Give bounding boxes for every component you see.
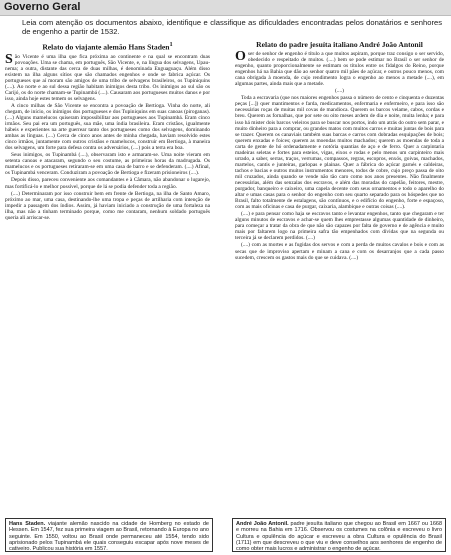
staden-bio-box <box>5 518 213 552</box>
antonil-ellipsis: (....) <box>335 88 344 95</box>
staden-title <box>5 40 210 52</box>
antonil-column <box>235 40 444 510</box>
staden-dropcap: S <box>5 51 13 67</box>
antonil-p1-text: ser de senhor de engenho é título a que muitos aspiram, porque traz consigo o ser servido, obedecido e respeitado de muitos. (....) bem se pode estimar no Brasil o ser senhor de engenho, quanto proporcionalmente se estimam os títulos entre os fidalgos do Reino, porque engenhos há na Bahia que dão ao senhor quatro mil pães de açúcar, e outros pouco menos, com cana obrigada à moenda, de cujo rendimento logra o engenho ao menos a metade (....), em algumas partes, ainda mais que a metade. <box>235 51 444 88</box>
antonil-paragraph-4: (....) com as mortes e as fugidas dos servos e com a perda de muitos cavalos e bois e com as secas que de improviso apertam e minam a cana e com os desarranjos que a cada passo sucedem, crescem os gastos mais do que se cuidava. (....) <box>235 242 444 261</box>
antonil-dropcap: O <box>235 49 246 64</box>
staden-paragraph-5: (....) Determinaram por isso construir bem em frente de Bertioga, na ilha de Santo Amaro, próximo ao mar, uma casa, destinando-lhe uma tropa e peças de artilharia com intenção de impedir a passagem dos índios. Assim, já haviam iniciado a construção de uma fortaleza na ilha, mas não a tinham terminado porque, como me contaram, nenhum soldado português queria ali arriscar-se. <box>5 190 210 221</box>
antonil-paragraph-1 <box>235 51 444 87</box>
antonil-bio-text: padre jesuíta italiano que chegou ao Brasil em 1667 ou 1668 e morreu na Bahia em 1716. Observou os costumes na colônia e escreveu o livro Cultura e opulência do açúcar e escreveu a obra Cultura e opulência do Brasil (1711) em que descreveu o que viu e deve conselhos aos senhores de engenho de como obter mais lucros e administrar o engenho de açúcar. <box>236 521 443 552</box>
staden-paragraph-2: A cinco milhas de São Vicente se encontra a povoação de Bertioga. Vinha do norte, ali chegam, de início, os inimigos dos portugueses e dos Tupiniquins em suas canoas (piroganas). (....) Alguns mamelucos quiseram impossibilitar aos portugueses aos Tupinambá. Eram cinco irmãos. Seu pai era um português, sua mãe, uma índia brasileira. Eram cristãos, igualmente hábeis e experientes na arte guerrear tanto dos portugueses como dos selvagens, dominando ambas as línguas. (....) Cerca de cinco anos antes de minha chegada, haviam resolvido estes cinco irmãos, juntamente com outros cristãos e mamelucos, construir em Bertioga, à maneira dos selvagens, um forte para defesa contra os adversários, (....) pois a terra era boa. <box>5 102 210 152</box>
staden-title-note: 1 <box>169 41 173 48</box>
antonil-bio-name: André João Antonil. <box>236 521 289 527</box>
staden-column <box>5 40 210 510</box>
staden-title-text: Relato do viajante alemão Hans Staden <box>42 42 170 52</box>
staden-paragraph-1 <box>5 51 210 102</box>
page-header <box>0 0 451 16</box>
staden-bio-text: viajante alemão nascido na cidade de Homberg no estado de Hessen. Em 1547, fez sua primeira viagem ao Brasil, retornando à Europa no ano seguinte. Em 1550, voltou ao Brasil onde permaneceu até 1554, tendo sido aprisionado pelos Tupinambá ele quais conseguiu escapar após nove meses de cativeiro. Publicou sua história em 1557. <box>9 521 209 552</box>
antonil-paragraph-2: Toda a escravaria (que nos maiores engenhos passa o número de cento e cinquenta e duzentas peças [...]) quer mantimentos e farda, medicamentos, enfermaria e enfermeiro, e para isso são necessárias roças de muitas mil covas de mandioca. Querem os barcos velame, cabos, cordas e breu. Querem as fornalhas, que por sete ou oito meses ardem de dia e noite, muita lenha; e para isso há mister dois barcos veleiros para se buscar nos portos, indo um atrás do outro sem parar, e muito dinheiro para a comprar, ou grandes matos com muitos carros e muitas juntas de bois para se trazer. Querem os canaviais também suas barcas e carros com dobradas esquipações de bois; querem enxadas e foices; querem as moendas muitos machados; querem as moendas de toda a carta de gente de hó ordenadamente e notória quantias de aço e de ferro. Quer a carpintaria madeiras seletas e fortes para esteios, vigas, eixos e rodas e pelo menos um carpinteiro mais urrado, a saber, serras, traços, verrumas, compassos, regras, escopros, enxós, goivas, machados, martelos, cantis e junteiras, garlopas e plainas. Quer a fábrica do açúcar garnés e caldeiras, tachos e bacias e outros muitos instrumentos menores, todos de cobre, cujo preço passa de oito mil cruzados, ainda quando se vende não tão caro como nos anos presentes. Não finalmente necessárias, além das senzalas dos escravos, e além das moradas do capelão, feitores, mestre, purgador, banqueiro e caixeiro, uma capela decente com seus ornamentos e todo o aparelho do altar e umas casas para o senhor do engenho com seu quarto separado para os hóspedes que no Brasil, falto totalmente de estalagens, são contínuos, e o edifício do engenho, forte e espaçoso, com as mais oficinas e casa de purgar, caixaria, alambique e outras coisas (....). <box>235 95 444 211</box>
staden-paragraph-3: Seus inimigos, os Tupinambá (....), observaram isto e armaram-se. Uma noite vieram em setenta canoas e atacaram, segundo o seu costume, as primeiras horas da madrugada. Os mamelucos e os portugueses retiraram-se em uma casa de barro e se defenderam. (....) Afinal, os Tupinambá venceram. Conduziram a povoação de Bertioga e fizeram prisioneiros (....). <box>5 152 210 177</box>
antonil-title: Relato do padre jesuíta italiano André João Antonil <box>256 40 423 49</box>
page-title: Governo Geral <box>4 1 81 13</box>
staden-p1-text: ão Vicente é uma ilha que fica próxima ao continente e na qual se encontram duas povoações. Uma se chama, em português, São Vicente, e, na língua dos selvagens, Upau-nema; a outra, distante das cerca de duas milhas, é denominada Enguaguaçu. Além disso existem na ilha alguns sítios que são chamados engenhos e onde se fabrica açúcar. Os portugueses que aí moram são amigos de uma tribo de selvagens brasileiros, os Tupiniquins (....). Ao norte e ao sul dessa região habitam inimigos desta tribo. Os inimigos ao sul são os Carijó, os do norte chamam-se Tupinambá (....). Causaram aos portugueses muitos danos e por isso, ainda hoje estes temem os selvagens. <box>5 53 210 102</box>
instruction-text: Leia com atenção os documentos abaixo, identifique e classifique as dificuldades encontradas pelos donatários e senhores de engenho a partir de 1532. <box>22 18 442 37</box>
staden-paragraph-4: Depois disso, pareceu conveniente aos comandantes e à Câmara, não abandonar o lugarejo, mas fortificá-lo e melhor possível, porque de lá se podia defender toda a região. <box>5 177 210 190</box>
antonil-paragraph-3: (....) e para pensar como haja se escravos tanto e levantar engenhos, tanto que chegaram e ter alguns minutos de escravos e achar-se quem lhes emprestasse algumas quantidade de dinheiro, para começar a tratar da obra de que não são capazes por falta de governo e de agência e muito mais por faltarem logo na primeira safra tão empenhados com dívidas que na segunda ou terceira já se declarem perdidos. (....) <box>235 211 444 242</box>
staden-bio-name: Hans Staden. <box>9 521 46 527</box>
antonil-bio-box <box>232 518 446 552</box>
